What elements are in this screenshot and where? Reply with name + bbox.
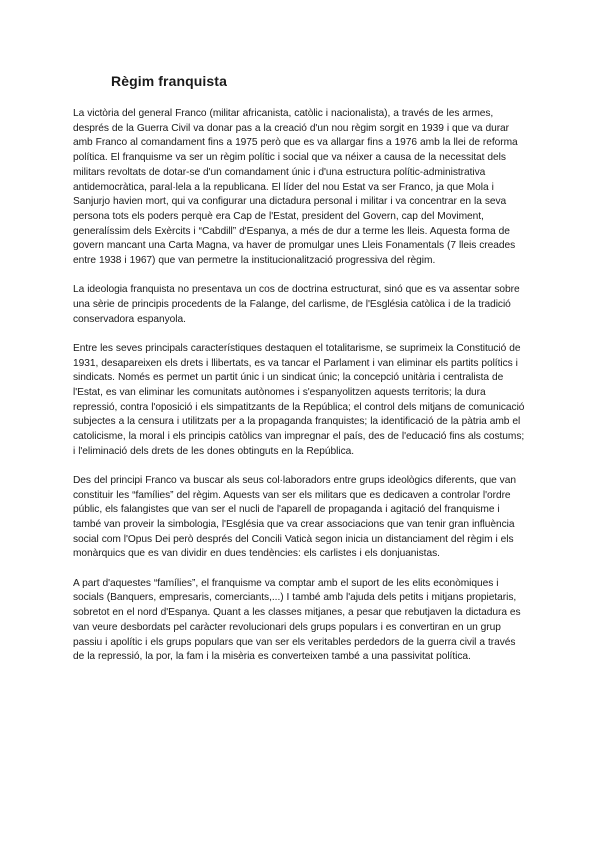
paragraph-social-support: A part d'aquestes “famílies”, el franquisme va comptar amb el suport de les elits econòmiques i socials (Banquers, empresaris, comerciants,...) I també amb l'ajuda dels petits i mitjans propietaris, sobretot en el nord d'Espanya. Quant a les classes mitjanes, a pesar que rebutjaven la dictadura es van veure desbordats pel caràcter revolucionari dels grups populars i es convertiran en un grup passiu i apolític i els grups populars que van ser els veritables perdedors de la guerra civil a través de la repressió, la por, la fam i la misèria es converteixen també a una passivitat política. [73, 577, 521, 663]
paragraph-families: Des del principi Franco va buscar als seus col·laboradors entre grups ideològics diferents, que van constituir les “famílies” del règim. Aquests van ser els militars que es dedicaven a controlar l'ordre públic, els falangistes que van ser el nucli de l'aparell de propaganda i agitació del franquisme i també van proveir la simbologia, l'Església que va crear associacions que van tenir gran influència social com l'Opus Dei però després del Concili Vaticà segon inicia un distanciament del règim i els monàrquics que es van dividir en dues tendències: els carlistes i els donjuanistas. [73, 474, 516, 560]
paragraph-regime-origin: La victòria del general Franco (militar africanista, catòlic i nacionalista), a través de les armes, després de la Guerra Civil va donar pas a la creació d'un nou règim sorgit en 1939 i que va durar amb Franco al comandament fins a 1975 però que es va allargar fins a 1976 amb la llei de reforma política. El franquisme va ser un règim polític i social que va néixer a causa de la necessitat dels militars revoltats de dotar-se d'un comandament únic i d'una estructura polític-administrativa antidemocràtica, paral·lela a la republicana. El líder del nou Estat va ser Franco, ja que Mola i Sanjurjo havien mort, qui va configurar una dictadura personal i militar i va concentrar en la seva persona tots els poders perquè era Cap de l'Estat, president del Govern, cap del Moviment, generalíssim dels Exèrcits i “Cabdill” d'Espanya, a més de dur a terme les lleis. Aquesta forma de govern mancant una Carta Magna, va haver de promulgar unes Lleis Fonamentals (7 lleis creades entre 1938 i 1967) que van permetre la institucionalització progressiva del règim. [73, 108, 518, 267]
document-title: Règim franquista [111, 73, 227, 89]
document-page [73, 72, 529, 665]
paragraph-ideology: La ideologia franquista no presentava un cos de doctrina estructurat, sinó que es va assentar sobre una sèrie de principis procedents de la Falange, del carlisme, de l'Església catòlica i de la tradició conservadora espanyola. [73, 284, 520, 325]
paragraph-characteristics: Entre les seves principals característiques destaquen el totalitarisme, se suprimeix la Constitució de 1931, desapareixen els drets i llibertats, es va tancar el Parlament i van eliminar els partits polítics i sindicats. Només es permet un partit únic i un sindicat únic; la concepció unitària i centralista de l'Estat, es van eliminar les comunitats autònomes i s'espanyolitzen aquests territoris; la dura repressió, contra l'oposició i els simpatitzants de la República; el control dels mitjans de comunicació subjectes a la censura i utilitzats per a la propaganda franquistes; la identificació de la pàtria amb el catolicisme, la moral i els principis catòlics van impregnar el país, des de l'educació fins als costums; i l'eliminació dels drets de les dones obtinguts en la República. [73, 342, 525, 457]
